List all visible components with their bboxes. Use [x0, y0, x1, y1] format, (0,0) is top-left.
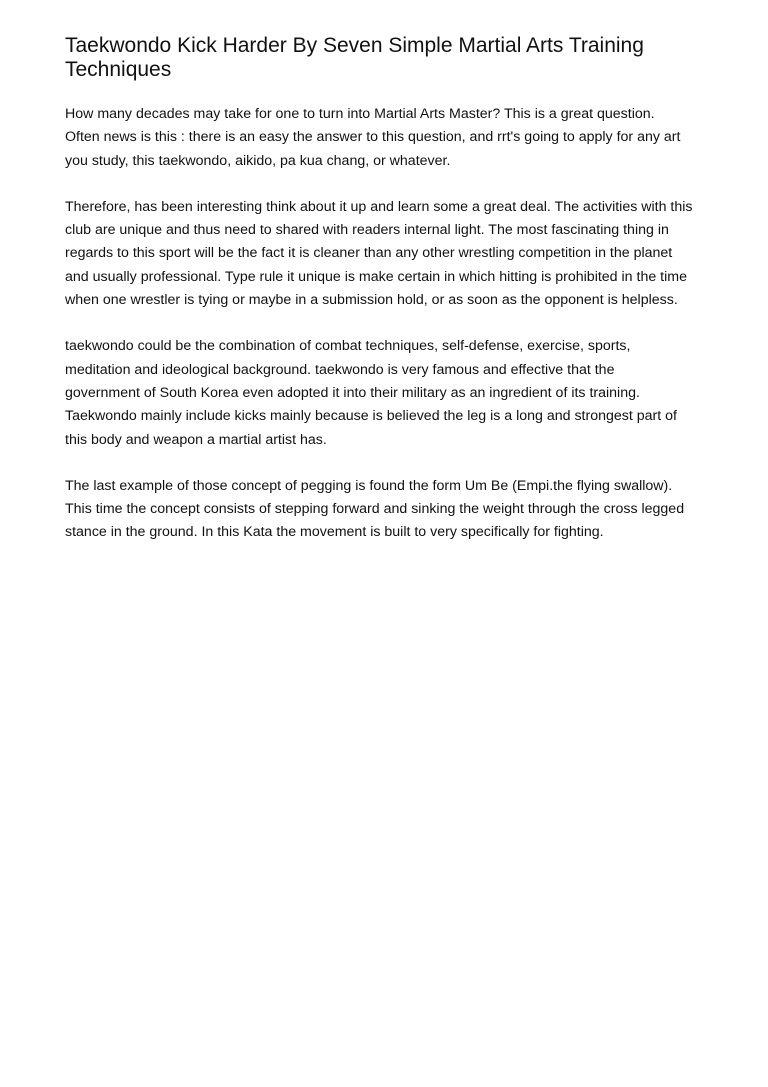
- paragraph-1: How many decades may take for one to turn into Martial Arts Master? This is a great question. Often news is this : there is an easy the answer to this question, and rrt's going to apply for any art you study, this taekwondo, aikido, pa kua chang, or whatever.: [65, 106, 681, 169]
- paragraph-2: Therefore, has been interesting think about it up and learn some a great deal. The activities with this club are unique and thus need to shared with readers internal light. The most fascinating thing in regards to this sport will be the fact it is cleaner than any other wrestling competition in the planet and usually professional. Type rule it unique is make certain in which hitting is prohibited in the time when one wrestler is tying or maybe in a submission hold, or as soon as the opponent is helpless.: [65, 198, 693, 309]
- document-title: Taekwondo Kick Harder By Seven Simple Martial Arts Training Techniques: [65, 34, 644, 81]
- document-body: [65, 103, 693, 545]
- paragraph-3: taekwondo could be the combination of combat techniques, self-defense, exercise, sports, meditation and ideological background. taekwondo is very famous and effective that the government of South Korea even adopted it into their military as an ingredient of its training. Taekwondo mainly include kicks mainly because is believed the leg is a long and strongest part of this body and weapon a martial artist has.: [65, 338, 677, 448]
- document-page: [65, 34, 693, 568]
- paragraph-4: The last example of those concept of pegging is found the form Um Be (Empi.the flying swallow). This time the concept consists of stepping forward and sinking the weight through the cross legged stance in the ground. In this Kata the movement is built to very specifically for fighting.: [65, 477, 685, 541]
